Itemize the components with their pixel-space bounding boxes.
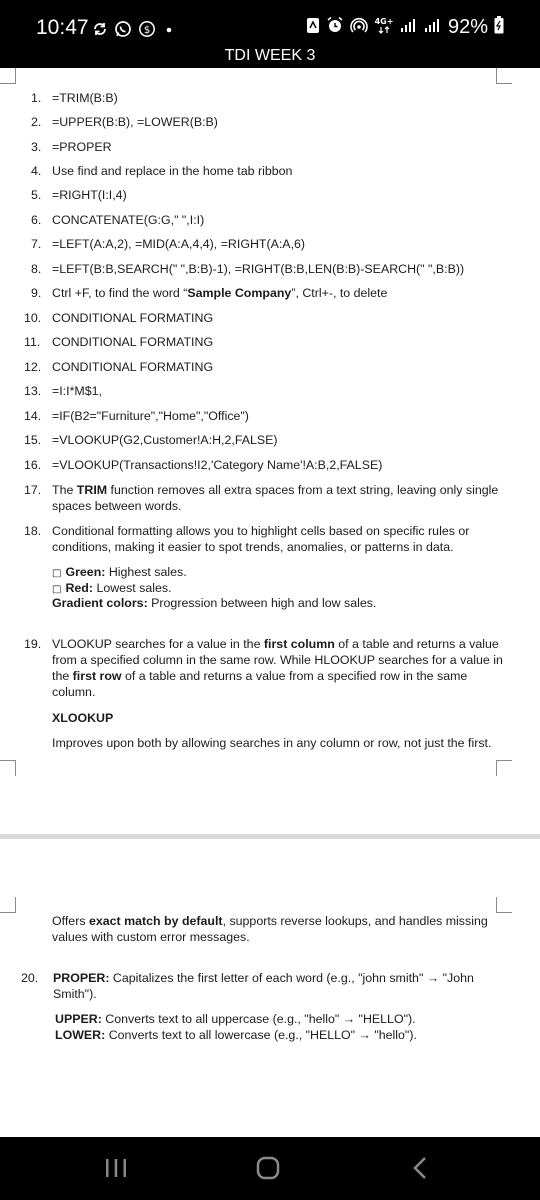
svg-text:4G+: 4G+ xyxy=(374,17,394,26)
item-number: 13. xyxy=(24,384,42,398)
item-text: PROPER: Capitalizes the first letter of each word (e.g., "john smith" → "John Smith"). xyxy=(53,971,474,1001)
alarm-icon xyxy=(326,16,344,39)
item-text: =PROPER xyxy=(52,140,112,154)
item-number: 19. xyxy=(24,637,42,651)
document-page-2[interactable] xyxy=(0,839,540,1137)
item-text: The TRIM function removes all extra spaces from a text string, leaving only single spaces between words. xyxy=(52,483,499,513)
page-corner-mark xyxy=(0,897,16,913)
item-number: 2. xyxy=(31,115,42,129)
green-rule: □ Green: Highest sales. xyxy=(52,564,512,582)
title-bar xyxy=(0,46,540,68)
xlookup-continued-text: Offers exact match by default, supports reverse lookups, and handles missing values with custom error messages. xyxy=(52,914,488,944)
item-text: =UPPER(B:B), =LOWER(B:B) xyxy=(52,115,218,129)
item-number: 10. xyxy=(24,311,42,325)
back-icon[interactable] xyxy=(408,1155,434,1186)
item-text: =LEFT(A:A,2), =MID(A:A,4,4), =RIGHT(A:A,6) xyxy=(52,237,306,251)
status-left-icons xyxy=(92,20,176,43)
item-text: =I:I*M$1, xyxy=(52,384,102,398)
item-number: 1. xyxy=(31,91,42,105)
item-number: 17. xyxy=(24,483,42,497)
battery-icon xyxy=(494,16,504,39)
item-number: 3. xyxy=(31,140,42,154)
item-number: 9. xyxy=(31,286,42,300)
item-number: 12. xyxy=(24,360,42,374)
hotspot-icon xyxy=(350,16,368,39)
signal-icon-2 xyxy=(424,17,442,38)
status-right-icons xyxy=(306,15,504,40)
recent-apps-icon[interactable] xyxy=(103,1155,129,1186)
page-corner-mark xyxy=(496,68,512,84)
red-rule: □ Red: Lowest sales. xyxy=(52,580,512,598)
item-text: CONCATENATE(G:G," ",I:I) xyxy=(52,213,205,227)
item-text: =VLOOKUP(Transactions!I2,'Category Name'!A:B,2,FALSE) xyxy=(52,458,383,472)
whatsapp-icon xyxy=(114,20,132,43)
xlookup-heading: XLOOKUP xyxy=(52,711,114,725)
item-text: Conditional formatting allows you to highlight cells based on specific rules or conditions, making it easier to spot trends, anomalies, or patterns in data. xyxy=(52,524,470,554)
svg-text:$: $ xyxy=(143,25,151,36)
dollar-circle-icon xyxy=(138,20,156,43)
item-number: 18. xyxy=(24,524,42,538)
item-number: 5. xyxy=(31,188,42,202)
item-number: 8. xyxy=(31,262,42,276)
item-number: 4. xyxy=(31,164,42,178)
page-corner-mark xyxy=(0,68,16,84)
item-text: =LEFT(B:B,SEARCH(" ",B:B)-1), =RIGHT(B:B,LEN(B:B)-SEARCH(" ",B:B)) xyxy=(52,262,465,276)
home-icon[interactable] xyxy=(255,1155,281,1186)
item-number: 11. xyxy=(24,335,41,349)
item-text: VLOOKUP searches for a value in the first column of a table and returns a value from a specified column in the same row. While HLOOKUP searches for a value in the first row of a table and returns a value from a specified row in the same column. xyxy=(52,637,503,699)
page-corner-mark xyxy=(0,760,16,776)
gradient-rule: Gradient colors: Progression between high and low sales. xyxy=(52,596,377,610)
nfc-icon xyxy=(306,16,320,39)
item-number: 20. xyxy=(21,971,39,985)
item-text: =TRIM(B:B) xyxy=(52,91,118,105)
checkbox-symbol-icon: □ xyxy=(52,584,62,595)
item-text: =VLOOKUP(G2,Customer!A:H,2,FALSE) xyxy=(52,433,278,447)
document-title: TDI WEEK 3 xyxy=(224,47,316,64)
item-number: 7. xyxy=(31,237,42,251)
page-corner-mark xyxy=(496,760,512,776)
navigation-bar xyxy=(0,1137,540,1200)
lower-description: LOWER: Converts text to all lowercase (e.g., "HELLO" → "hello"). xyxy=(55,1028,417,1042)
item-text: Ctrl +F, to find the word “Sample Company”, Ctrl+-, to delete xyxy=(52,286,388,300)
upper-description: UPPER: Converts text to all uppercase (e.g., "hello" → "HELLO"). xyxy=(55,1012,416,1026)
item-text: CONDITIONAL FORMATING xyxy=(52,335,214,349)
status-bar xyxy=(0,0,540,46)
document-page-1[interactable] xyxy=(0,68,540,834)
item-number: 15. xyxy=(24,433,42,447)
item-text: CONDITIONAL FORMATING xyxy=(52,311,214,325)
item-number: 6. xyxy=(31,213,42,227)
status-time: 10:47 xyxy=(36,16,89,39)
sync-icon xyxy=(92,21,108,42)
item-text: Use find and replace in the home tab ribbon xyxy=(52,164,293,178)
battery-percent: 92% xyxy=(447,16,488,38)
item-text: =IF(B2="Furniture","Home","Office") xyxy=(52,409,249,423)
item-number: 16. xyxy=(24,458,42,472)
page-corner-mark xyxy=(496,897,512,913)
xlookup-text: Improves upon both by allowing searches in any column or row, not just the first. xyxy=(52,736,492,750)
item-text: CONDITIONAL FORMATING xyxy=(52,360,214,374)
checkbox-symbol-icon: □ xyxy=(52,568,62,579)
item-text: =RIGHT(I:I,4) xyxy=(52,188,127,202)
item-number: 14. xyxy=(24,409,42,423)
signal-icon-1 xyxy=(400,17,418,38)
notification-dot-icon xyxy=(162,22,176,41)
network-4g-icon xyxy=(374,15,394,40)
